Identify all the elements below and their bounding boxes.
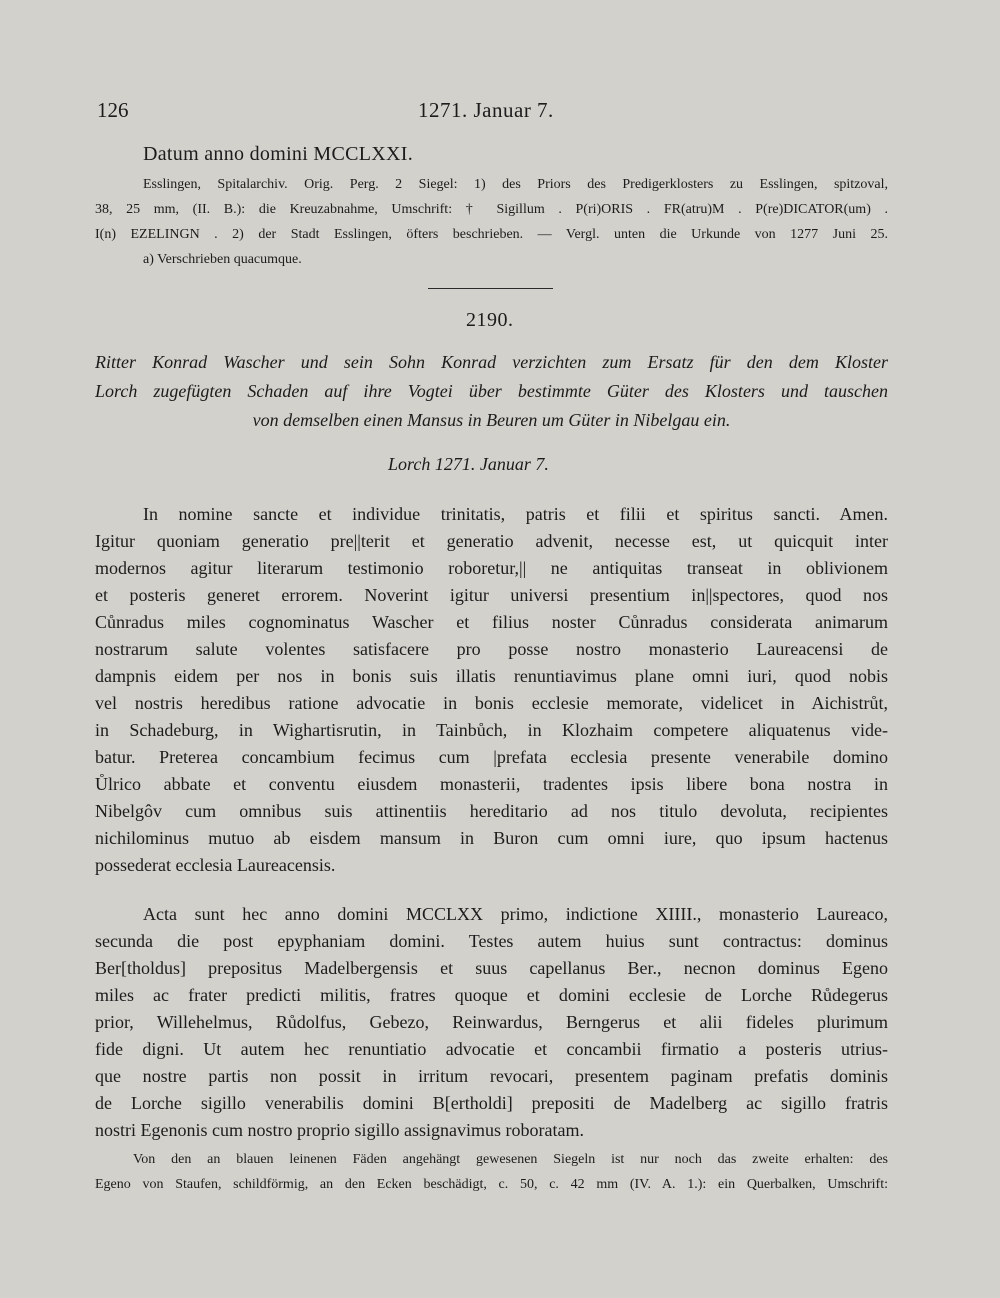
regest: [95, 348, 888, 435]
prev-doc-dating: Datum anno domini MCCLXXI.: [143, 143, 414, 165]
text-line: nichilominus mutuo ab eisdem mansum in Buron cum omni iure, quo ipsum hactenus: [95, 828, 888, 848]
text-line: Ber[tholdus] prepositus Madelbergensis et suus capellanus Ber., necnon dominus Egeno: [95, 958, 888, 978]
seal-note: [95, 1147, 888, 1197]
text-line: Ůlrico abbate et conventu eiusdem monasterii, tradentes ipsis libere bona nostra in: [95, 774, 888, 794]
charter-paragraph-2: [95, 901, 888, 1144]
text-line: et posteris generet errorem. Noverint igitur universi presentium in||spectores, quod nos: [95, 585, 888, 605]
text-line: modernos agitur literarum testimonio roboretur,|| ne antiquitas transeat in oblivionem: [95, 558, 888, 578]
text-line: de Lorche sigillo venerabilis domini B[ertholdi] prepositi de Madelberg ac sigillo fratris: [95, 1093, 888, 1113]
text-line: in Schadeburg, in Wighartisrutin, in Tainbůch, in Klozhaim competere aliquatenus vide-: [95, 720, 888, 740]
regest-line: von demselben einen Mansus in Beuren um Güter in Nibelgau ein.: [252, 410, 731, 430]
text-line: miles ac frater predicti militis, fratres quoque et domini ecclesie de Lorche Růdegerus: [95, 985, 888, 1005]
text-line: Cůnradus miles cognominatus Wascher et filius noster Cůnradus considerata animarum: [95, 612, 888, 632]
note-line: Von den an blauen leinenen Fäden angehängt gewesenen Siegeln ist nur noch das zweite erhalten: des: [133, 1152, 888, 1167]
note-line: Esslingen, Spitalarchiv. Orig. Perg. 2 Siegel: 1) des Priors des Predigerklosters zu Esslingen, spitzoval,: [143, 177, 888, 192]
note-line: Egeno von Staufen, schildförmig, an den Ecken beschädigt, c. 50, c. 42 mm (IV. A. 1.): ein Querbalken, Umschrift:: [95, 1177, 888, 1192]
text-line: prior, Willehelmus, Růdolfus, Gebezo, Reinwardus, Berngerus et alii fideles plurimum: [95, 1012, 888, 1032]
text-line: Nibelgôv cum omnibus suis attinentiis hereditario ad nos titulo devoluta, recipientes: [95, 801, 888, 821]
prev-doc-notes: [95, 172, 888, 272]
page-number: 126: [97, 98, 129, 122]
charter-paragraph-1: [95, 501, 888, 879]
text-line: dampnis eidem per nos in bonis suis illatis renuntiavimus plane omni iuri, quod nobis: [95, 666, 888, 686]
text-line: nostrarum salute volentes satisfacere pro posse nostro monasterio Laureacensi de: [95, 639, 888, 659]
text-line: Igitur quoniam generatio pre||terit et generatio advenit, necesse est, ut quicquit inter: [95, 531, 888, 551]
text-line: Acta sunt hec anno domini MCCLXX primo, indictione XIIII., monasterio Laureaco,: [143, 904, 888, 924]
place-date: Lorch 1271. Januar 7.: [388, 454, 549, 474]
section-divider: [428, 288, 553, 289]
text-line: possederat ecclesia Laureacensis.: [95, 855, 336, 875]
document-number: 2190.: [466, 309, 514, 331]
text-line: vel nostris heredibus ratione advocatie in bonis ecclesie memorate, videlicet in Aichistrůt,: [95, 693, 888, 713]
running-title: 1271. Januar 7.: [418, 98, 554, 122]
text-line: secunda die post epyphaniam domini. Testes autem huius sunt contractus: dominus: [95, 931, 888, 951]
text-line: fide digni. Ut autem hec renuntiatio advocatie et concambii firmatio a posteris utrius-: [95, 1039, 888, 1059]
text-line: nostri Egenonis cum nostro proprio sigillo assignavimus roboratam.: [95, 1120, 584, 1140]
note-line: I(n) EZELINGN . 2) der Stadt Esslingen, öfters beschrieben. — Vergl. unten die Urkunde von 1277 Juni 25.: [95, 227, 888, 242]
note-line: a) Verschrieben quacumque.: [143, 252, 302, 267]
text-line: que nostre partis non possit in irritum revocari, presentem paginam prefatis dominis: [95, 1066, 888, 1086]
text-line: batur. Preterea concambium fecimus cum |prefata ecclesia presente venerabile domino: [95, 747, 888, 767]
note-line: 38, 25 mm, (II. B.): die Kreuzabnahme, Umschrift: † Sigillum . P(ri)ORIS . FR(atru)M . P(re)DICATOR(um) .: [95, 202, 888, 217]
regest-line: Lorch zugefügten Schaden auf ihre Vogtei über bestimmte Güter des Klosters und tauschen: [95, 381, 888, 401]
regest-line: Ritter Konrad Wascher und sein Sohn Konrad verzichten zum Ersatz für den dem Kloster: [95, 352, 888, 372]
text-line: In nomine sancte et individue trinitatis, patris et filii et spiritus sancti. Amen.: [143, 504, 888, 524]
